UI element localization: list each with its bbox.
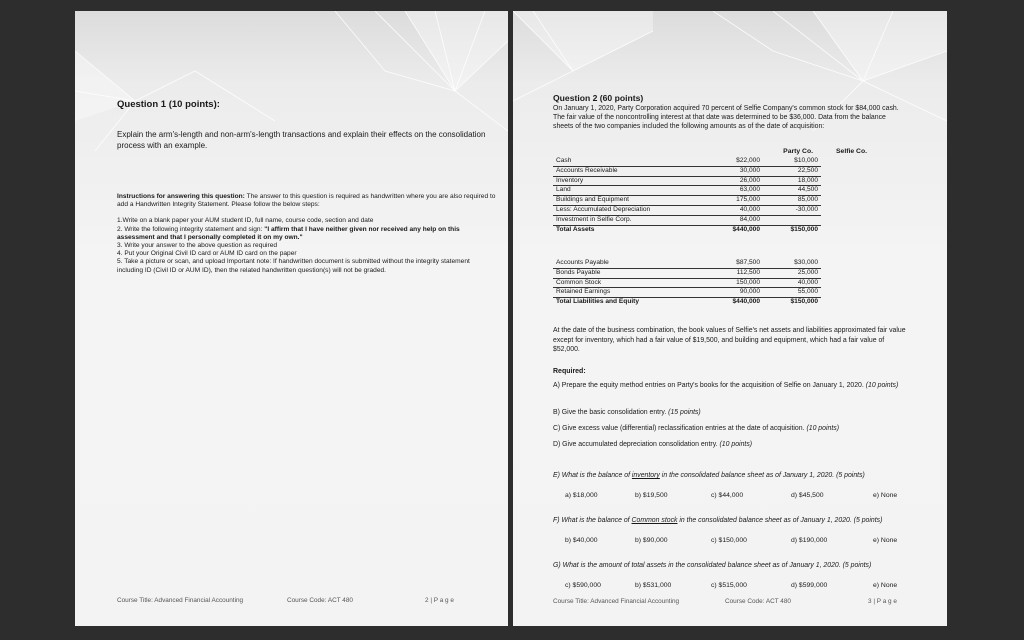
footer-course-title: Course Title: Advanced Financial Accounting — [553, 598, 680, 605]
mc-f-option-d: d) $190,000 — [791, 537, 828, 544]
step-3: 3. Write your answer to the above question as required — [117, 242, 278, 250]
table-row — [553, 176, 821, 186]
row-label: Total Liabilities and Equity — [553, 298, 705, 307]
fair-value-note: At the date of the business combination, the book values of Selfie's net assets and liabilities approximated fair value except for inventory, which had a fair value of $19,500, and building and equipment, which had a fair value of $52,000. — [553, 327, 906, 353]
mc-f-option-b: b) $90,000 — [635, 537, 668, 544]
step-4: 4. Put your Original Civil ID card or AUM ID card on the paper — [117, 250, 297, 258]
question-2-intro: On January 1, 2020, Party Corporation acquired 70 percent of Selfie Company's common stock for $84,000 cash. The fair value of the noncontrolling interest at that date was determined to be $36,000. Data from the balance sheets of the two companies included the following amounts as of the date of acquisition: — [553, 105, 899, 130]
table-row — [553, 186, 821, 196]
selfie-value: $150,000 — [763, 225, 821, 234]
requirement-a-text: A) Prepare the equity method entries on Party's books for the acquisition of Selfie on January 1, 2020. — [553, 382, 864, 389]
selfie-value: $10,000 — [763, 157, 821, 166]
mc-e-option-c: c) $44,000 — [711, 492, 744, 499]
total-liabilities-row — [553, 298, 821, 307]
step-2 — [117, 226, 497, 242]
row-label: Less: Accumulated Depreciation — [553, 205, 705, 215]
mc-f-text-end: in the consolidated balance sheet as of January 1, 2020. (5 points) — [677, 517, 883, 524]
selfie-value: 22,500 — [763, 166, 821, 176]
document-page-3 — [513, 11, 947, 626]
instructions-intro: The answer to this question is required as handwritten where you are also required to add a Handwritten Integrity Statement. Please follow the below steps: — [117, 193, 496, 209]
mc-g-option-b: b) $531,000 — [635, 582, 672, 589]
selfie-value: $30,000 — [763, 259, 821, 268]
mc-g-option-e: e) None — [873, 582, 898, 589]
instructions-block — [117, 193, 497, 275]
table-row — [553, 278, 821, 288]
column-header-party: Party Co. — [783, 148, 813, 155]
row-label: Retained Earnings — [556, 288, 611, 296]
required-heading: Required: — [553, 368, 586, 375]
party-value: $87,500 — [705, 259, 763, 268]
mc-e-option-d: d) $45,500 — [791, 492, 824, 499]
row-label: Investment in Selfie Corp. — [553, 215, 705, 225]
column-header-selfie: Selfie Co. — [836, 148, 867, 155]
instructions-heading: Instructions for answering this question: — [117, 193, 245, 200]
mc-f-option-c: c) $150,000 — [711, 537, 747, 544]
selfie-value: 85,000 — [763, 196, 821, 206]
requirement-b-text: B) Give the basic consolidation entry. — [553, 409, 667, 416]
selfie-value: 44,500 — [763, 186, 821, 196]
requirement-c — [553, 424, 908, 433]
footer-course-code: Course Code: ACT 480 — [725, 598, 791, 605]
selfie-value: -30,000 — [763, 205, 821, 215]
total-assets-row — [553, 225, 821, 234]
row-label: Accounts Payable — [553, 259, 705, 268]
liabilities-table — [553, 259, 821, 307]
row-label: Common Stock — [553, 278, 705, 288]
row-label: Buildings and Equipment — [553, 196, 705, 206]
footer-page-number: 3 | P a g e — [868, 598, 897, 605]
mc-g-option-d: d) $599,000 — [791, 582, 828, 589]
table-row — [553, 215, 821, 225]
table-row — [553, 268, 821, 278]
question-1-title: Question 1 (10 points): — [117, 99, 220, 110]
requirement-b-points: (15 points) — [668, 409, 701, 416]
mc-question-g: G) What is the amount of total assets in the consolidated balance sheet as of January 1, 2020. (5 points) — [553, 562, 872, 569]
assets-table — [553, 157, 821, 234]
mc-f-option-a: b) $40,000 — [565, 537, 598, 544]
table-row — [553, 196, 821, 206]
party-value: 150,000 — [705, 278, 763, 288]
requirement-b — [553, 408, 908, 417]
step-1: 1.Write on a blank paper your AUM student ID, full name, course code, section and date — [117, 217, 374, 225]
row-label: Total Assets — [553, 225, 705, 234]
row-label: Accounts Receivable — [553, 166, 705, 176]
table-row — [553, 288, 821, 298]
step-2-text: 2. Write the following integrity statement and sign: — [117, 225, 265, 233]
footer-page-number: 2 | P a g e — [425, 597, 454, 604]
table-row — [553, 205, 821, 215]
selfie-value: $150,000 — [763, 298, 821, 307]
mc-f-text: F) What is the balance of — [553, 517, 632, 524]
selfie-value: 25,000 — [763, 268, 821, 278]
mc-e-option-e: e) None — [873, 492, 898, 499]
selfie-value — [763, 215, 821, 225]
footer-course-title: Course Title: Advanced Financial Accounting — [117, 597, 244, 604]
party-value: 40,000 — [705, 205, 763, 215]
table-row — [553, 166, 821, 176]
mc-e-option-a: a) $18,000 — [565, 492, 598, 499]
party-value: 26,000 — [705, 176, 763, 186]
mc-g-option-c: c) $515,000 — [711, 582, 747, 589]
row-label: Bonds Payable — [553, 268, 705, 278]
question-1-text: Explain the arm's-length and non-arm's-length transactions and explain their effects on the consolidation process with an example. — [117, 130, 486, 150]
footer-course-code: Course Code: ACT 480 — [287, 597, 353, 604]
table-row — [553, 259, 821, 268]
requirement-c-points: (10 points) — [806, 425, 839, 432]
party-value: 90,000 — [739, 288, 760, 296]
requirement-d-points: (10 points) — [719, 441, 753, 448]
row-label: Cash — [553, 157, 705, 166]
mc-g-option-a: c) $590,000 — [565, 582, 601, 589]
selfie-value: 40,000 — [763, 278, 821, 288]
table-row — [553, 157, 821, 166]
mc-question-f — [553, 516, 908, 525]
mc-e-text: E) What is the balance of — [553, 472, 632, 479]
requirement-a — [553, 381, 908, 390]
party-value: 63,000 — [705, 186, 763, 196]
selfie-value: 55,000 — [797, 288, 818, 296]
question-2-title: Question 2 (60 points) — [553, 93, 644, 103]
mc-e-text-end: in the consolidated balance sheet as of January 1, 2020. (5 points) — [659, 472, 865, 479]
party-value: $440,000 — [705, 298, 763, 307]
mc-f-underlined: Common stock — [631, 517, 678, 524]
party-value: $22,000 — [705, 157, 763, 166]
party-value: 175,000 — [705, 196, 763, 206]
requirement-d — [553, 440, 908, 449]
integrity-statement: "I affirm that I have neither given nor received any help on this assessment and that I personally completed it on my own." — [117, 225, 460, 241]
mc-e-underlined: inventory — [631, 472, 660, 479]
mc-e-option-b: b) $19,500 — [635, 492, 668, 499]
party-value: 112,500 — [705, 268, 763, 278]
mc-f-option-e: e) None — [873, 537, 898, 544]
mc-question-e — [553, 471, 908, 480]
selfie-value: 18,000 — [763, 176, 821, 186]
party-value: $440,000 — [705, 225, 763, 234]
requirement-a-points: (10 points) — [865, 382, 899, 389]
requirement-c-text: C) Give excess value (differential) reclassification entries at the date of acquisition. — [553, 425, 805, 432]
party-value: 30,000 — [705, 166, 763, 176]
instructions-paragraph — [117, 193, 497, 209]
step-5: 5. Take a picture or scan, and upload Important note: If handwritten document is submitted without the integrity statement including ID (Civil ID or AUM ID), then the related handwritten question(s) will not be graded. — [117, 258, 470, 274]
requirement-d-text: D) Give accumulated depreciation consolidation entry. — [553, 441, 718, 448]
row-label: Land — [553, 186, 705, 196]
document-page-2 — [75, 11, 508, 626]
row-label: Inventory — [553, 176, 705, 186]
party-value: 84,000 — [705, 215, 763, 225]
